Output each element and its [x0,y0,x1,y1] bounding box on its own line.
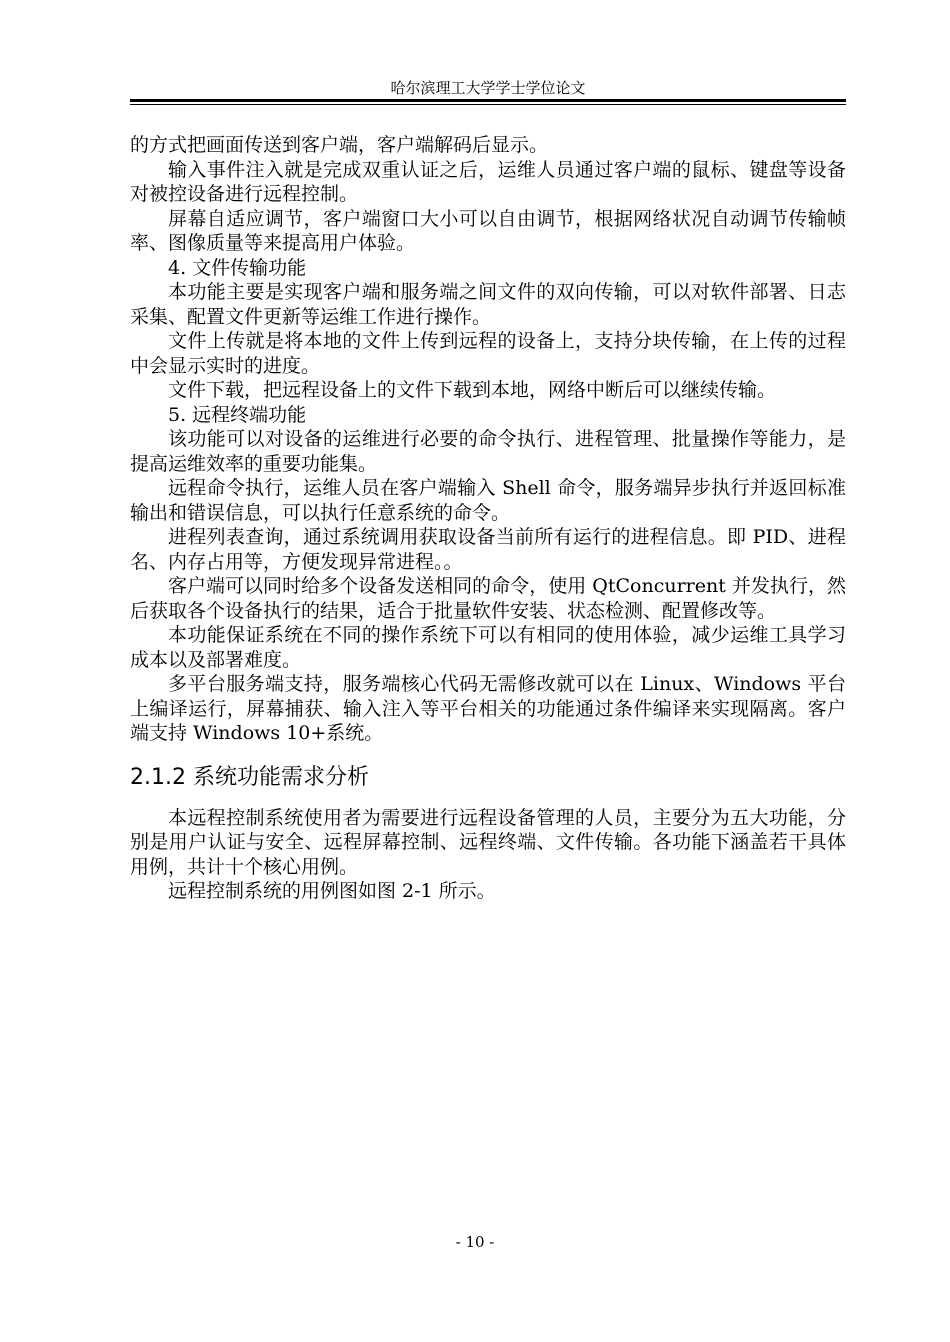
paragraph-process-list: 进程列表查询，通过系统调用获取设备当前所有运行的进程信息。即 PID、进程名、内存占用等，方便发现异常进程。。 [130,526,846,573]
paragraph-remote-command: 远程命令执行，运维人员在客户端输入 Shell 命令，服务端异步执行并返回标准输出和错误信息，可以执行任意系统的命令。 [130,477,846,524]
subheading-file-transfer: 4. 文件传输功能 [168,256,307,279]
paragraph-continuation: 的方式把画面传送到客户端，客户端解码后显示。 [130,134,549,156]
paragraph-multi-platform: 多平台服务端支持，服务端核心代码无需修改就可以在 Linux、Windows 平台上编译运行，屏幕捕获、输入注入等平台相关的功能通过条件编译来实现隔离。客户端支持 Windows 10+系统。 [130,673,846,744]
paragraph-file-transfer-intro: 本功能主要是实现客户端和服务端之间文件的双向传输，可以对软件部署、日志采集、配置文件更新等运维工作进行操作。 [130,281,846,328]
paragraph-figure-reference: 远程控制系统的用例图如图 2-1 所示。 [168,880,496,902]
paragraph-input-injection: 输入事件注入就是完成双重认证之后，运维人员通过客户端的鼠标、键盘等设备对被控设备进行远程控制。 [130,158,846,205]
paragraph-requirements: 本远程控制系统使用者为需要进行远程设备管理的人员，主要分为五大功能，分别是用户认证与安全、远程屏幕控制、远程终端、文件传输。各功能下涵盖若干具体用例，共计十个核心用例。 [130,806,846,878]
header-rule-thin [130,104,846,105]
paragraph-cross-platform-intro: 本功能保证系统在不同的操作系统下可以有相同的使用体验，减少运维工具学习成本以及部署难度。 [130,624,846,671]
header-rule-thick [130,99,846,102]
page-number: - 10 - [455,1233,495,1251]
paragraph-file-download: 文件下载，把远程设备上的文件下载到本地，网络中断后可以继续传输。 [168,379,777,401]
paragraph-batch-command: 客户端可以同时给多个设备发送相同的命令，使用 QtConcurrent 并发执行，然后获取各个设备执行的结果，适合于批量软件安装、状态检测、配置修改等。 [130,575,846,622]
subheading-remote-terminal: 5. 远程终端功能 [168,403,307,426]
body-text [130,133,846,904]
paragraph-terminal-intro: 该功能可以对设备的运维进行必要的命令执行、进程管理、批量操作等能力，是提高运维效率的重要功能集。 [130,428,846,475]
paragraph-adaptive-screen: 屏幕自适应调节，客户端窗口大小可以自由调节，根据网络状况自动调节传输帧率、图像质量等来提高用户体验。 [130,207,846,254]
paragraph-file-upload: 文件上传就是将本地的文件上传到远程的设备上，支持分块传输，在上传的过程中会显示实时的进度。 [130,330,846,377]
running-header: 哈尔滨理工大学学士学位论文 [390,79,586,97]
section-heading: 2.1.2 系统功能需求分析 [130,764,369,790]
